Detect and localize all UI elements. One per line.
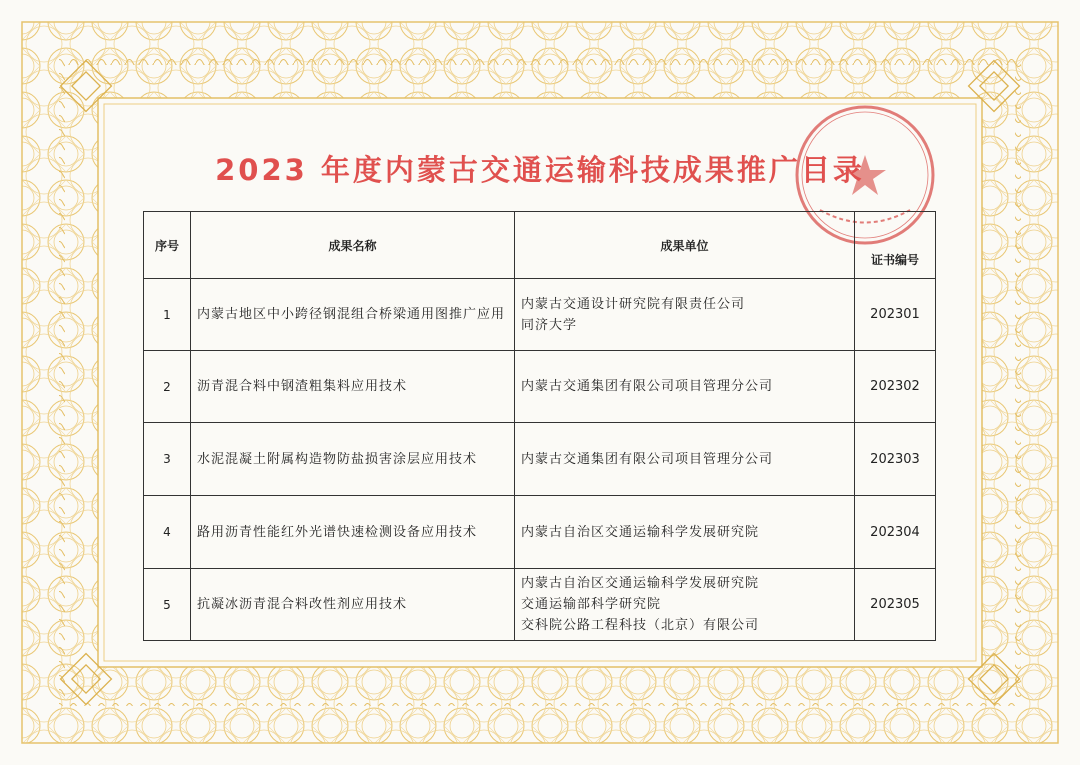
row-unit xyxy=(515,279,855,351)
table-row xyxy=(144,351,936,423)
row-cert: 202301 xyxy=(855,279,936,351)
table-row xyxy=(144,423,936,496)
table-row xyxy=(144,279,936,351)
header-cert: 证书编号 xyxy=(855,212,936,279)
unit-line: 同济大学 xyxy=(521,317,578,333)
table-row xyxy=(144,569,936,641)
row-index: 4 xyxy=(144,496,191,569)
table-row xyxy=(144,496,936,569)
row-index: 2 xyxy=(144,351,191,423)
row-unit xyxy=(515,423,855,496)
row-name: 内蒙古地区中小跨径钢混组合桥梁通用图推广应用 xyxy=(191,279,515,351)
row-cert: 202304 xyxy=(855,496,936,569)
unit-line: 交通运输部科学研究院 xyxy=(521,597,662,612)
row-name: 水泥混凝土附属构造物防盐损害涂层应用技术 xyxy=(191,423,515,496)
unit-line: 内蒙古交通集团有限公司项目管理分公司 xyxy=(521,379,774,394)
row-name: 沥青混合料中钢渣粗集料应用技术 xyxy=(191,351,515,423)
row-cert: 202303 xyxy=(855,423,936,496)
unit-line: 交科院公路工程科技（北京）有限公司 xyxy=(521,618,760,633)
document-title: 2023 年度内蒙古交通运输科技成果推广目录 xyxy=(215,153,865,187)
row-unit xyxy=(515,351,855,423)
row-unit xyxy=(515,569,855,641)
row-cert: 202302 xyxy=(855,351,936,423)
unit-line: 内蒙古自治区交通运输科学发展研究院 xyxy=(521,524,760,540)
achievement-table xyxy=(143,211,936,641)
row-cert: 202305 xyxy=(855,569,936,641)
row-index: 1 xyxy=(144,279,191,351)
unit-line: 内蒙古交通设计研究院有限责任公司 xyxy=(521,296,746,312)
row-index: 5 xyxy=(144,569,191,641)
unit-line: 内蒙古自治区交通运输科学发展研究院 xyxy=(521,576,760,591)
unit-line: 内蒙古交通集团有限公司项目管理分公司 xyxy=(521,451,774,467)
header-unit: 成果单位 xyxy=(515,212,855,279)
header-name: 成果名称 xyxy=(191,212,515,279)
header-index: 序号 xyxy=(144,212,191,279)
row-unit xyxy=(515,496,855,569)
row-name: 抗凝冰沥青混合料改性剂应用技术 xyxy=(191,569,515,641)
row-name: 路用沥青性能红外光谱快速检测设备应用技术 xyxy=(191,496,515,569)
table-header-row xyxy=(144,212,936,279)
row-index: 3 xyxy=(144,423,191,496)
